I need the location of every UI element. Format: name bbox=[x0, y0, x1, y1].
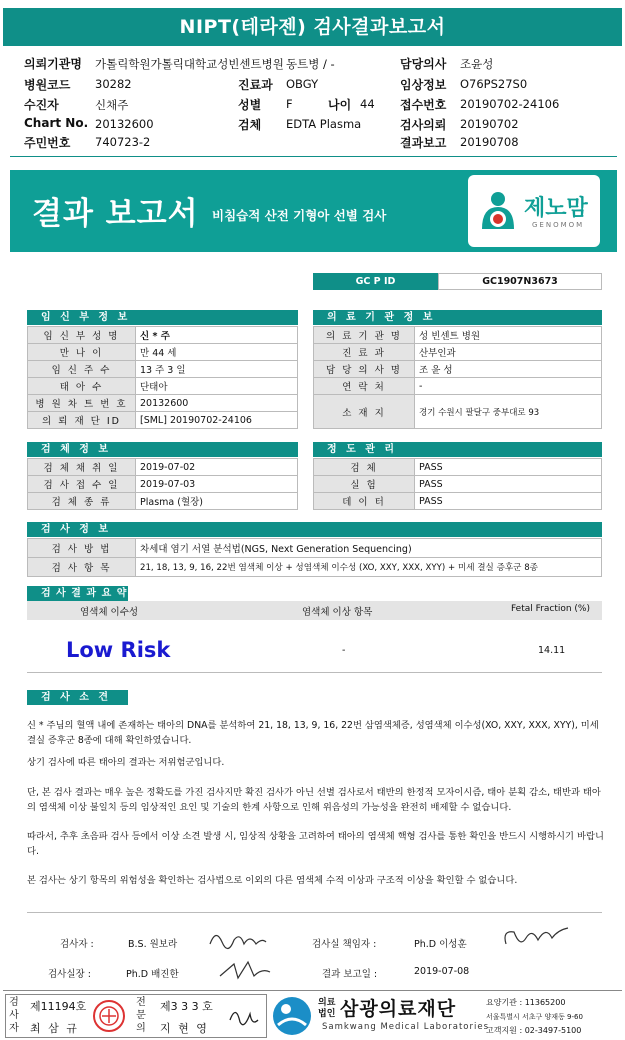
footer-vertical-label-2: 전문의 bbox=[136, 997, 146, 1034]
opinion-paragraph-3: 단, 본 검사 결과는 매우 높은 정확도를 가진 검사지만 확진 검사가 아닌 선별 검사로서 태반의 한정적 모자이시즘, 태아 분획 감소, 태반과 태아의 염색체 이상 불일치 등의 임상적인 요인 및 기술의 한계 사항으로 인해 위음성의 가능성을 완전히 배제할 수 없습니다. bbox=[27, 787, 601, 813]
table-value-cell: Plasma (혈장) bbox=[136, 493, 298, 510]
sml-logo-icon bbox=[270, 995, 314, 1037]
org-small-label: 의료 법인 bbox=[318, 998, 336, 1019]
receipt-value: 20190702-24106 bbox=[460, 97, 560, 111]
table-row bbox=[314, 344, 602, 361]
result-banner bbox=[10, 170, 617, 252]
table-row bbox=[28, 459, 298, 476]
pregnant-info-header: 임 신 부 정 보 bbox=[27, 310, 298, 325]
table-label-cell: 데 이 터 bbox=[314, 493, 415, 510]
patient-label: 수진자 bbox=[24, 98, 59, 112]
opinion-divider bbox=[27, 912, 602, 913]
footer-name-2: 지 현 영 bbox=[160, 1022, 209, 1035]
tester-label: 검사자 : bbox=[60, 939, 94, 950]
table-value-cell: PASS bbox=[415, 459, 602, 476]
table-row bbox=[28, 395, 298, 412]
chart-label: Chart No. bbox=[24, 116, 89, 130]
summary-col-ff: Fetal Fraction (%) bbox=[511, 604, 590, 614]
table-value-cell: 2019-07-03 bbox=[136, 476, 298, 493]
table-row bbox=[28, 327, 298, 344]
age-label: 나이 bbox=[328, 98, 352, 112]
org-phone: 고객지원 : 02-3497-5100 bbox=[486, 1026, 582, 1035]
tester-name: B.S. 원보라 bbox=[128, 939, 178, 950]
table-value-cell: 만 44 세 bbox=[136, 344, 298, 361]
specimen-info-header: 검 체 정 보 bbox=[27, 442, 298, 457]
qc-header: 정 도 관 리 bbox=[313, 442, 602, 457]
table-value-cell: 산부인과 bbox=[415, 344, 602, 361]
summary-col-aneuploidy: 염색체 이수성 bbox=[80, 607, 139, 618]
dept-label: 진료과 bbox=[238, 78, 273, 92]
test-info-table bbox=[27, 538, 602, 577]
request-label: 검사의뢰 bbox=[400, 118, 447, 132]
specialist-signature-icon bbox=[222, 1000, 262, 1034]
table-value-cell: 조 윤 성 bbox=[415, 361, 602, 378]
table-value-cell: - bbox=[415, 378, 602, 395]
table-label-cell: 검 체 종 류 bbox=[28, 493, 136, 510]
chief-label: 검사실 책임자 : bbox=[312, 939, 377, 950]
opinion-paragraph-2: 상기 검사에 따른 태아의 결과는 저위험군입니다. bbox=[27, 757, 225, 768]
banner-title: 결과 보고서 bbox=[32, 196, 199, 232]
hospital-code-value: 30282 bbox=[95, 77, 132, 91]
id-label: 주민번호 bbox=[24, 136, 71, 150]
sex-value: F bbox=[286, 97, 293, 111]
logo-text: 제노맘 bbox=[524, 196, 588, 221]
org-name: 삼광의료재단 bbox=[340, 998, 457, 1020]
institution-info-table bbox=[313, 326, 602, 429]
clinic-label: 임상정보 bbox=[400, 78, 447, 92]
table-label-cell: 검 사 방 법 bbox=[28, 539, 136, 558]
table-value-cell: 13 주 3 일 bbox=[136, 361, 298, 378]
table-label-cell: 의 료 기 관 명 bbox=[314, 327, 415, 344]
gcp-id-label: GC P ID bbox=[313, 273, 438, 290]
patient-value: 신채주 bbox=[95, 98, 129, 112]
opinion-paragraph-1: 신 * 주님의 혈액 내에 존재하는 태아의 DNA를 분석하여 21, 18, 13, 9, 16, 22번 삼염색체증, 성염색체 이수성(XO, XXY, XXX, XYY), 미세 결실 증후군 8종에 대해 확인하였습니다. bbox=[27, 720, 599, 746]
org-registration: 요양기관 : 11365200 bbox=[486, 998, 566, 1007]
institution-suffix: 동트병 / - bbox=[286, 57, 335, 71]
table-value-cell: 단태아 bbox=[136, 378, 298, 395]
table-row bbox=[28, 361, 298, 378]
table-row bbox=[314, 378, 602, 395]
summary-col-abnormal: 염색체 이상 항목 bbox=[302, 607, 373, 618]
table-row bbox=[314, 476, 602, 493]
table-label-cell: 소 재 지 bbox=[314, 395, 415, 429]
table-value-cell: [SML] 20190702-24106 bbox=[136, 412, 298, 429]
risk-result: Low Risk bbox=[66, 638, 171, 662]
id-value: 740723-2 bbox=[95, 135, 151, 149]
age-value: 44 bbox=[360, 97, 375, 111]
banner-subtitle: 비침습적 산전 기형아 선별 검사 bbox=[212, 208, 387, 223]
report-date-label: 결과 보고일 : bbox=[322, 969, 378, 980]
sample-value: EDTA Plasma bbox=[286, 117, 362, 131]
head-name: Ph.D 배진한 bbox=[126, 969, 179, 980]
summary-divider bbox=[27, 672, 602, 673]
institution-info-header: 의 료 기 관 정 보 bbox=[313, 310, 602, 325]
receipt-label: 접수번호 bbox=[400, 98, 447, 112]
genomom-logo bbox=[468, 175, 600, 247]
table-row bbox=[314, 493, 602, 510]
report-date-value: 2019-07-08 bbox=[414, 966, 470, 977]
table-row bbox=[314, 361, 602, 378]
institution-value: 가톨릭학원가톨릭대학교성빈센트병원 bbox=[95, 57, 284, 71]
table-label-cell: 진 료 과 bbox=[314, 344, 415, 361]
summary-header: 검 사 결 과 요 약 bbox=[27, 586, 128, 601]
table-label-cell: 담 당 의 사 명 bbox=[314, 361, 415, 378]
table-label-cell: 임 신 주 수 bbox=[28, 361, 136, 378]
table-label-cell: 의 뢰 재 단 ID bbox=[28, 412, 136, 429]
dept-value: OBGY bbox=[286, 77, 319, 91]
table-row bbox=[314, 395, 602, 429]
fetal-fraction-value: 14.11 bbox=[538, 645, 566, 656]
table-value-cell: 신 * 주 bbox=[136, 327, 298, 344]
chief-signature-icon bbox=[500, 920, 572, 954]
tester-signature-icon bbox=[206, 924, 270, 954]
table-row bbox=[28, 344, 298, 361]
table-row bbox=[28, 493, 298, 510]
report-title: NIPT(테라젠) 검사결과보고서 bbox=[3, 8, 622, 46]
divider bbox=[10, 156, 617, 157]
table-value-cell: 차세대 염기 서열 분석법(NGS, Next Generation Sequencing) bbox=[136, 539, 602, 558]
table-row bbox=[28, 539, 602, 558]
table-label-cell: 만 나 이 bbox=[28, 344, 136, 361]
table-value-cell: PASS bbox=[415, 476, 602, 493]
report-value: 20190708 bbox=[460, 135, 519, 149]
table-row bbox=[314, 459, 602, 476]
table-label-cell: 검 사 항 목 bbox=[28, 558, 136, 577]
doctor-value: 조윤성 bbox=[460, 57, 494, 71]
sample-label: 검체 bbox=[238, 118, 262, 132]
head-signature-icon bbox=[214, 954, 274, 984]
table-label-cell: 병 원 차 트 번 호 bbox=[28, 395, 136, 412]
official-seal-icon bbox=[92, 998, 126, 1034]
footer-vertical-label-1: 검사자 bbox=[9, 997, 19, 1034]
doctor-label: 담당의사 bbox=[400, 57, 447, 71]
chart-value: 20132600 bbox=[95, 117, 154, 131]
qc-table bbox=[313, 458, 602, 510]
table-row bbox=[28, 476, 298, 493]
footer-license-2: 제3 3 3 호 bbox=[160, 1000, 213, 1013]
head-label: 검사실장 : bbox=[48, 969, 91, 980]
table-value-cell: 2019-07-02 bbox=[136, 459, 298, 476]
sex-label: 성별 bbox=[238, 98, 262, 112]
table-row bbox=[28, 558, 602, 577]
opinion-header: 검 사 소 견 bbox=[27, 690, 128, 705]
genomom-logo-icon bbox=[478, 189, 518, 233]
logo-subtext: GENOMOM bbox=[532, 221, 585, 229]
table-label-cell: 임 신 부 성 명 bbox=[28, 327, 136, 344]
footer-name-1: 최 삼 규 bbox=[30, 1022, 79, 1035]
specimen-info-table bbox=[27, 458, 298, 510]
table-label-cell: 연 락 처 bbox=[314, 378, 415, 395]
table-value-cell: 21, 18, 13, 9, 16, 22번 염색체 이상 + 성염색체 이수성 (XO, XXY, XXX, XYY) + 미세 결실 증후군 8종 bbox=[136, 558, 602, 577]
opinion-paragraph-4: 따라서, 추후 초음파 검사 등에서 이상 소견 발생 시, 임상적 상황을 고려하여 태아의 염색체 핵형 검사를 통한 확인을 반드시 시행하시기 바랍니다. bbox=[27, 831, 604, 857]
table-label-cell: 태 아 수 bbox=[28, 378, 136, 395]
clinic-value: O76PS27S0 bbox=[460, 77, 528, 91]
footer-license-1: 제11194호 bbox=[30, 1000, 87, 1013]
institution-label: 의뢰기관명 bbox=[24, 57, 82, 71]
pregnant-info-table bbox=[27, 326, 298, 429]
test-info-header: 검 사 정 보 bbox=[27, 522, 602, 537]
gcp-id-value: GC1907N3673 bbox=[438, 273, 602, 290]
table-label-cell: 실 험 bbox=[314, 476, 415, 493]
table-row bbox=[314, 327, 602, 344]
table-row bbox=[28, 378, 298, 395]
footer-divider bbox=[3, 990, 622, 991]
table-value-cell: 성 빈센트 병원 bbox=[415, 327, 602, 344]
request-value: 20190702 bbox=[460, 117, 519, 131]
abnormal-value: - bbox=[342, 645, 346, 656]
report-label: 결과보고 bbox=[400, 136, 447, 150]
table-label-cell: 검 체 bbox=[314, 459, 415, 476]
org-address: 서울특별시 서초구 양재동 9-60 bbox=[486, 1013, 583, 1021]
table-row bbox=[28, 412, 298, 429]
table-value-cell: 경기 수원시 팔달구 중부대로 93 bbox=[415, 395, 602, 429]
org-english-name: Samkwang Medical Laboratories bbox=[322, 1022, 490, 1032]
table-value-cell: PASS bbox=[415, 493, 602, 510]
table-label-cell: 검 사 접 수 일 bbox=[28, 476, 136, 493]
table-label-cell: 검 체 채 취 일 bbox=[28, 459, 136, 476]
opinion-paragraph-5: 본 검사는 상기 항목의 위험성을 확인하는 검사법으로 이외의 다른 염색체 수적 이상과 구조적 이상을 확인할 수 없습니다. bbox=[27, 875, 518, 886]
chief-name: Ph.D 이성훈 bbox=[414, 939, 467, 950]
table-value-cell: 20132600 bbox=[136, 395, 298, 412]
hospital-code-label: 병원코드 bbox=[24, 78, 71, 92]
